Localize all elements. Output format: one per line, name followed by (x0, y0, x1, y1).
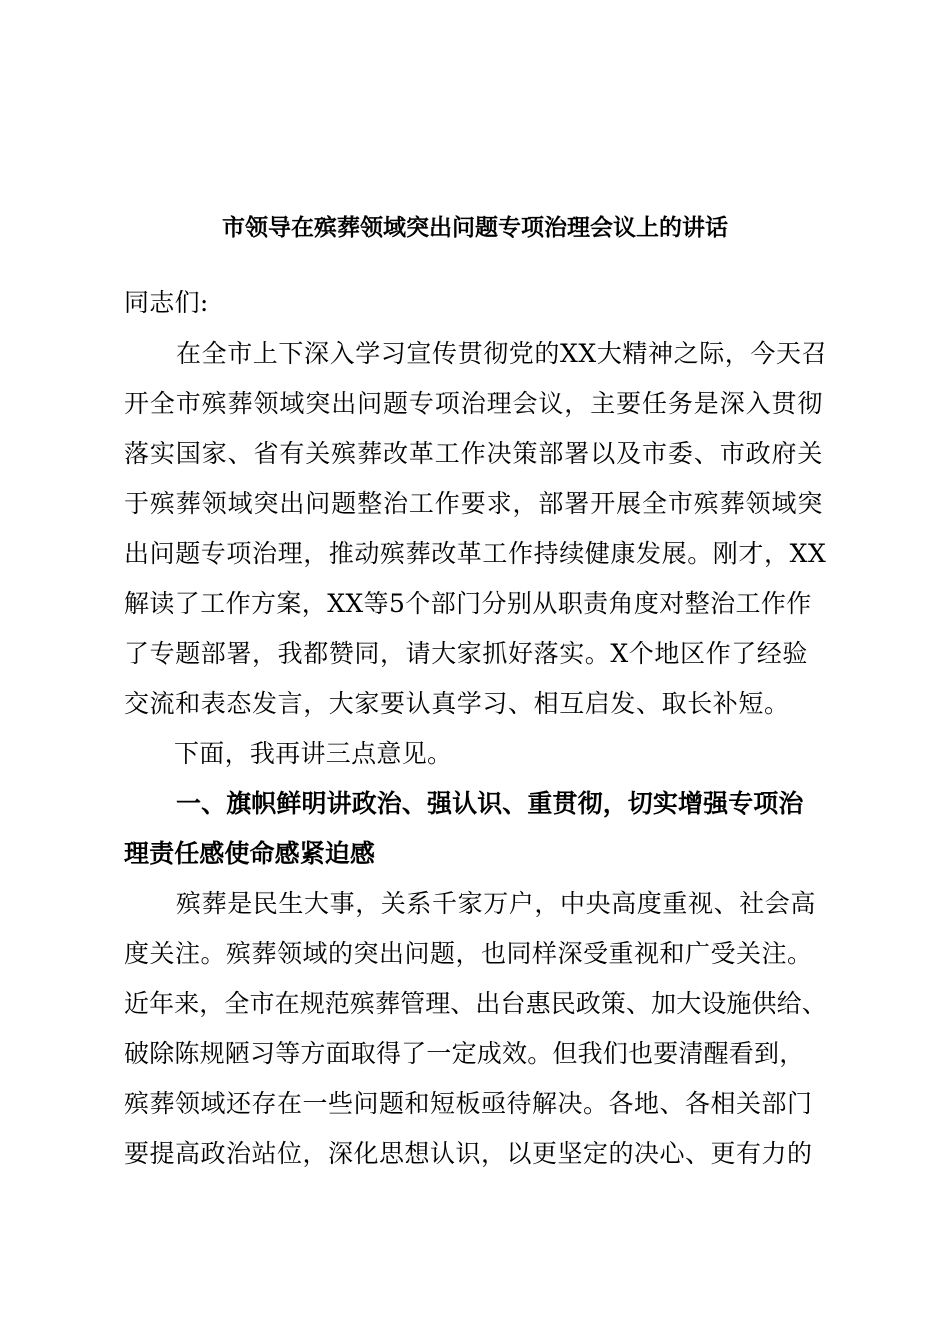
text-line: 近年来，全市在规范殡葬管理、出台惠民政策、加大设施供给、 (124, 989, 827, 1018)
text-line: 了专题部署，我都赞同，请大家抓好落实。X个地区作了经验 (124, 639, 808, 668)
text-line: 下面，我再讲三点意见。 (174, 739, 453, 768)
text-line: 于殡葬领域突出问题整治工作要求，部署开展全市殡葬领域突 (124, 489, 824, 518)
text-line: 度关注。殡葬领域的突出问题，也同样深受重视和广受关注。 (124, 939, 813, 968)
text-line: 破除陈规陋习等方面取得了一定成效。但我们也要清醒看到， (124, 1039, 805, 1068)
text-line: 出问题专项治理，推动殡葬改革工作持续健康发展。刚才，XX (124, 539, 827, 568)
text-line: 殡葬领域还存在一些问题和短板亟待解决。各地、各相关部门 (124, 1089, 813, 1118)
text-line: 要提高政治站位，深化思想认识，以更坚定的决心、更有力的 (124, 1139, 813, 1168)
text-line: 开全市殡葬领域突出问题专项治理会议，主要任务是深入贯彻 (124, 389, 824, 418)
text-line: 解读了工作方案，XX等5个部门分别从职责角度对整治工作作 (124, 589, 812, 618)
section-heading-line: 理责任感使命感紧迫感 (124, 839, 376, 868)
text-line: 落实国家、省有关殡葬改革工作决策部署以及市委、市政府关 (124, 439, 824, 468)
section-heading-line: 一、旗帜鲜明讲政治、强认识、重贯彻，切实增强专项治 (176, 789, 804, 818)
text-line: 交流和表态发言，大家要认真学习、相互启发、取长补短。 (124, 689, 790, 718)
text-line: 在全市上下深入学习宣传贯彻党的XX大精神之际，今天召 (176, 339, 828, 368)
document-title: 市领导在殡葬领域突出问题专项治理会议上的讲话 (222, 214, 728, 241)
text-line: 殡葬是民生大事，关系千家万户，中央高度重视、社会高 (176, 889, 817, 918)
salutation: 同志们: (124, 288, 209, 317)
